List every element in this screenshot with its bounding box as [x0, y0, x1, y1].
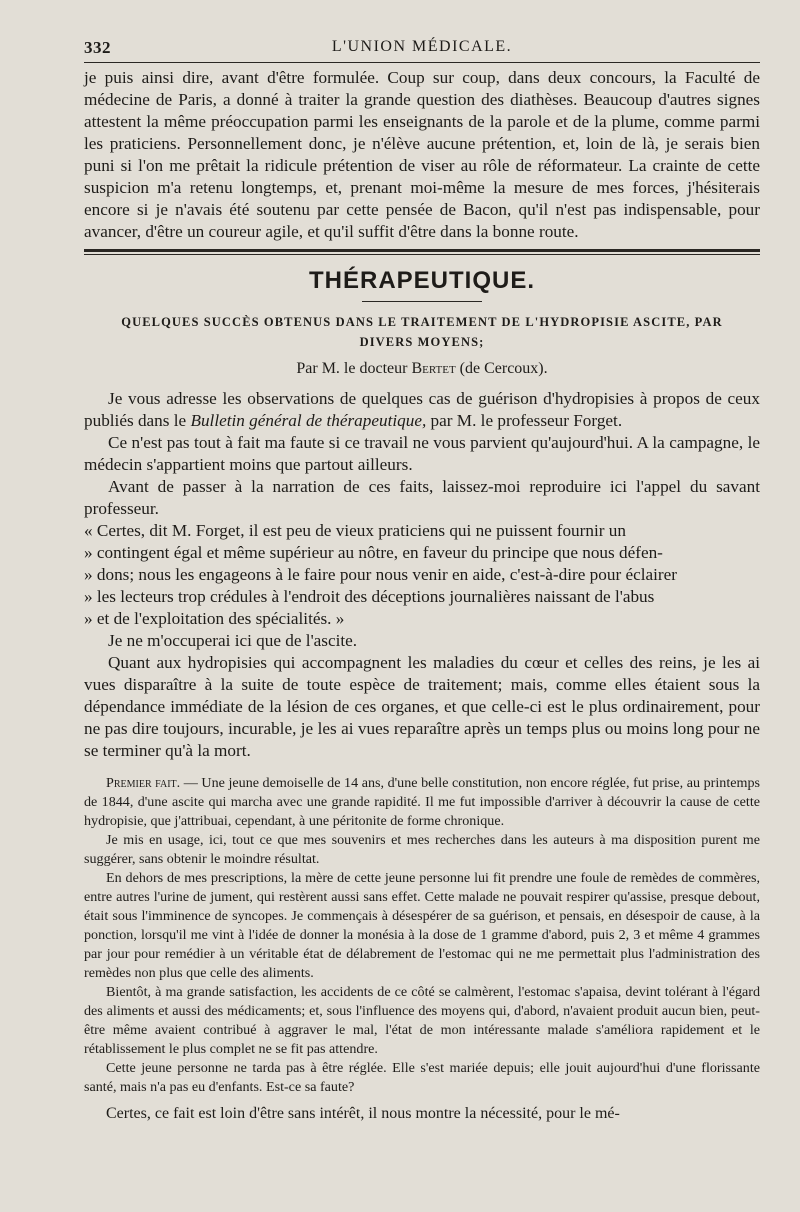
article-title	[84, 312, 760, 352]
body-paragraph-3: Avant de passer à la narration de ces faits, laissez-moi reproduire ici l'appel du savant professeur.	[84, 477, 760, 518]
p1-text-after: par M. le professeur Forget.	[430, 411, 623, 430]
intro-block	[84, 67, 760, 243]
page-number: 332	[84, 38, 111, 57]
header-rule	[84, 62, 760, 63]
p1-text-before: Je vous adresse les observations de quelques cas de guérison d'hydropisies à propos de ceux publiés dans le	[84, 389, 760, 430]
case-paragraph-1	[84, 774, 760, 831]
case-paragraph-5: Cette jeune personne ne tarda pas à être réglée. Elle s'est mariée depuis; elle jouit aujourd'hui d'une florissante santé, mais n'a pas eu d'enfants. Est-ce sa faute?	[84, 1060, 760, 1095]
section-title: THÉRAPEUTIQUE.	[308, 267, 535, 294]
quote-line: « Certes, dit M. Forget, il est peu de vieux praticiens qui ne puissent fournir un	[84, 521, 626, 540]
quote-line: » dons; nous les engageons à le faire pour nous venir en aide, c'est-à-dire pour éclairer	[84, 565, 677, 584]
spacer	[84, 762, 760, 774]
case-paragraph-3: En dehors de mes prescriptions, la mère de cette jeune personne lui fit prendre une foule de remèdes de commères, entre autres l'urine de jument, qui restèrent aussi sans effet. Cette malade ne pouvait respirer qu'assise, presque debout, était sous l'imminence de syncopes. Je commençais à désespérer de sa guérison, et pensais, en désespoir de cause, à la ponction, lorsqu'il me vint à l'idée de donner la monésia à la dose de 1 gramme d'abord, puis 2, 3 et même 4 grammes par jour pour remédier à un véritable état de délabrement de l'estomac qui ne me permettait plus l'administration des remèdes non plus que celle des aliments.	[84, 870, 760, 981]
byline-suffix: (de Cercoux).	[459, 360, 548, 377]
forget-quotation	[84, 520, 760, 630]
intro-paragraph: je puis ainsi dire, avant d'être formulée. Coup sur coup, dans deux concours, la Faculté de médecine de Paris, a donné à traiter la grande question des diathèses. Beaucoup d'autres signes attestent la même préoccupation parmi les enseignants de la parole et de la plume, comme parmi les praticiens. Personnellement donc, je n'élève aucune prétention, et, loin de là, je serais bien puni si l'on me prêtait la ridicule prétention de viser au rôle de réformateur. La crainte de cette suspicion m'a retenu longtemps, et, prenant moi-même la mesure de mes forces, j'hésiterais encore si je n'avais été soutenu par cette pensée de Bacon, qu'il n'est pas indispensable, pour avancer, d'être un coureur agile, et qu'il suffit d'être dans la bonne route.	[84, 68, 760, 241]
byline-author: Bertet	[411, 360, 456, 377]
quote-line: » contingent égal et même supérieur au nôtre, en faveur du principe que nous défen-	[84, 543, 663, 562]
title-short-rule	[362, 301, 482, 302]
article-title-line-2: DIVERS MOYENS;	[359, 335, 485, 349]
body-paragraph-1	[84, 388, 760, 432]
running-title: L'UNION MÉDICALE.	[331, 38, 513, 55]
body-paragraph-5: Quant aux hydropisies qui accompagnent les maladies du cœur et celles des reins, je les ai vues disparaître à la suite de toute espèce de traitement; mais, comme elles étaient sous la dépendance immédiate de la lésion de ces organes, et que celle-ci est le plus ordinairement, pour ne pas dire toujours, incurable, je les ai vues reparaître après un temps plus ou moins long pour ne se terminer qu'à la mort.	[84, 653, 760, 760]
case-label: Premier fait.	[106, 775, 181, 791]
section-divider	[84, 249, 760, 255]
byline	[84, 360, 760, 378]
byline-prefix: Par M. le docteur	[296, 360, 408, 377]
quote-line: » les lecteurs trop crédules à l'endroit des déceptions journalières naissant de l'abus	[84, 587, 655, 606]
case-paragraph-4: Bientôt, à ma grande satisfaction, les accidents de ce côté se calmèrent, l'estomac s'apaisa, devint tolérant à l'égard des aliments et aussi des médicaments; et, sous l'influence des moyens qui, d'abord, n'avaient produit aucun bien, peut-être même avaient contribué à aggraver le mal, l'état de mon intéressante malade s'améliora rapidement et le rétablissement le plus complet ne se fit pas attendre.	[84, 984, 760, 1057]
case-paragraph-2: Je mis en usage, ici, tout ce que mes souvenirs et mes recherches dans les auteurs à ma disposition purent me suggérer, sans obtenir le moindre résultat.	[84, 832, 760, 867]
body-paragraph-2: Ce n'est pas tout à fait ma faute si ce travail ne vous parvient qu'aujourd'hui. A la campagne, le médecin s'appartient moins que partout ailleurs.	[84, 433, 760, 474]
section-rule-thin	[84, 254, 760, 255]
article-body	[84, 388, 760, 762]
case-report	[84, 774, 760, 1125]
running-header	[84, 36, 760, 62]
section-rule-thick	[84, 249, 760, 252]
journal-name: Bulletin général de thérapeutique,	[190, 411, 427, 430]
case-paragraph-6: Certes, ce fait est loin d'être sans intérêt, il nous montre la nécessité, pour le mé-	[106, 1105, 620, 1122]
case-text-1: — Une jeune demoiselle de 14 ans, d'une belle constitution, non encore réglée, fut prise, au printemps de 1844, d'une ascite qui marcha avec une grande rapidité. Il me fut impossible d'arriver à découvrir la cause de cette hydropisie, que j'attribuai, cependant, à une péritonite de forme chronique.	[84, 775, 760, 829]
article-title-line-1: QUELQUES SUCCÈS OBTENUS DANS LE TRAITEMENT DE L'HYDROPISIE ASCITE, PAR	[121, 315, 723, 329]
body-paragraph-4: Je ne m'occuperai ici que de l'ascite.	[108, 631, 358, 650]
quote-line: » et de l'exploitation des spécialités. »	[84, 609, 345, 628]
